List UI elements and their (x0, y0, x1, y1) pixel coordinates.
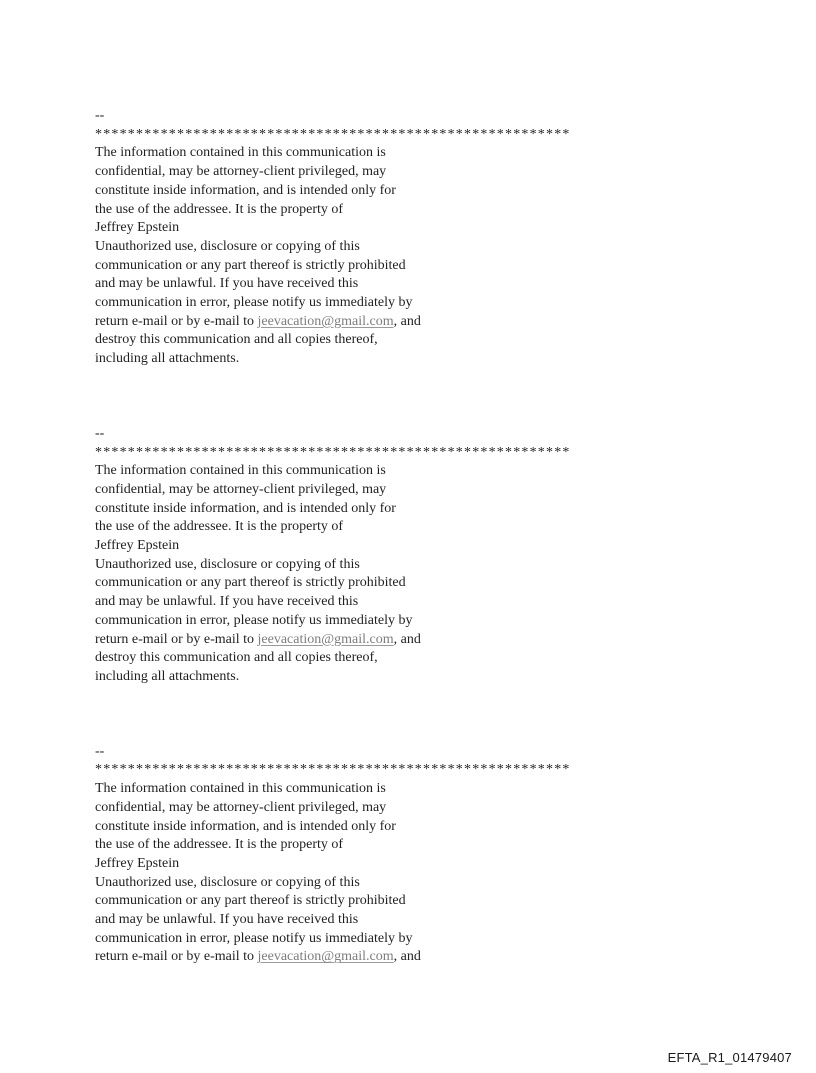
email-link[interactable]: jeevacation@gmail.com (257, 949, 394, 965)
disclaimer-line: constitute inside information, and is intended only for (95, 818, 396, 834)
link-line-suffix: , and (393, 631, 421, 647)
disclaimer-line: confidential, may be attorney-client privileged, may (95, 164, 387, 180)
disclaimer-line: and may be unlawful. If you have received this (95, 276, 359, 292)
disclaimer-line: communication in error, please notify us immediately by (95, 930, 413, 946)
disclaimer-line: the use of the addressee. It is the property of (95, 837, 344, 853)
disclaimer-link-line (95, 948, 605, 967)
disclaimer-line: The information contained in this communication is (95, 781, 386, 797)
link-line-prefix: return e-mail or by e-mail to (95, 949, 258, 965)
disclaimer-line: Unauthorized use, disclosure or copying of this (95, 874, 360, 890)
signature-dashes: -- (95, 108, 105, 123)
disclaimer-block-3 (95, 743, 605, 967)
disclaimer-line: including all attachments. (95, 351, 240, 367)
asterisk-divider: ********************************************************** (95, 444, 571, 460)
disclaimer-line: The information contained in this communication is (95, 463, 386, 479)
disclaimer-line: communication or any part thereof is strictly prohibited (95, 257, 406, 273)
disclaimer-line: communication in error, please notify us immediately by (95, 612, 413, 628)
email-link[interactable]: jeevacation@gmail.com (257, 313, 394, 329)
disclaimer-link-line (95, 313, 605, 332)
disclaimer-line: and may be unlawful. If you have received this (95, 912, 359, 928)
disclaimer-line: communication in error, please notify us immediately by (95, 295, 413, 311)
disclaimer-line: including all attachments. (95, 668, 240, 684)
disclaimer-link-line (95, 631, 605, 650)
disclaimer-line: communication or any part thereof is strictly prohibited (95, 893, 406, 909)
link-line-prefix: return e-mail or by e-mail to (95, 631, 258, 647)
asterisk-divider: ********************************************************** (95, 126, 571, 142)
disclaimer-line: constitute inside information, and is intended only for (95, 500, 396, 516)
email-disclaimer-content (95, 107, 605, 967)
disclaimer-line: Unauthorized use, disclosure or copying of this (95, 556, 360, 572)
signature-dashes: -- (95, 743, 105, 759)
disclaimer-line: Jeffrey Epstein (95, 538, 180, 554)
disclaimer-line: confidential, may be attorney-client privileged, may (95, 799, 387, 815)
disclaimer-line: confidential, may be attorney-client privileged, may (95, 481, 387, 497)
disclaimer-line: constitute inside information, and is intended only for (95, 182, 396, 198)
link-line-suffix: , and (393, 313, 421, 329)
disclaimer-line: and may be unlawful. If you have received this (95, 594, 359, 610)
disclaimer-line: the use of the addressee. It is the property of (95, 201, 344, 217)
disclaimer-line: the use of the addressee. It is the property of (95, 519, 344, 535)
disclaimer-line: Unauthorized use, disclosure or copying of this (95, 238, 360, 254)
bates-number: EFTA_R1_01479407 (667, 1050, 792, 1065)
disclaimer-line: The information contained in this communication is (95, 145, 386, 161)
email-link[interactable]: jeevacation@gmail.com (257, 631, 394, 647)
link-line-suffix: , and (393, 949, 421, 965)
disclaimer-line: destroy this communication and all copies thereof, (95, 650, 378, 666)
disclaimer-block-1 (95, 107, 605, 369)
signature-dashes: -- (95, 425, 105, 441)
disclaimer-line: Jeffrey Epstein (95, 220, 180, 236)
asterisk-divider: ********************************************************** (95, 762, 571, 778)
disclaimer-line: destroy this communication and all copies thereof, (95, 332, 378, 348)
disclaimer-block-2 (95, 425, 605, 687)
link-line-prefix: return e-mail or by e-mail to (95, 313, 258, 329)
disclaimer-line: Jeffrey Epstein (95, 855, 180, 871)
disclaimer-line: communication or any part thereof is strictly prohibited (95, 575, 406, 591)
